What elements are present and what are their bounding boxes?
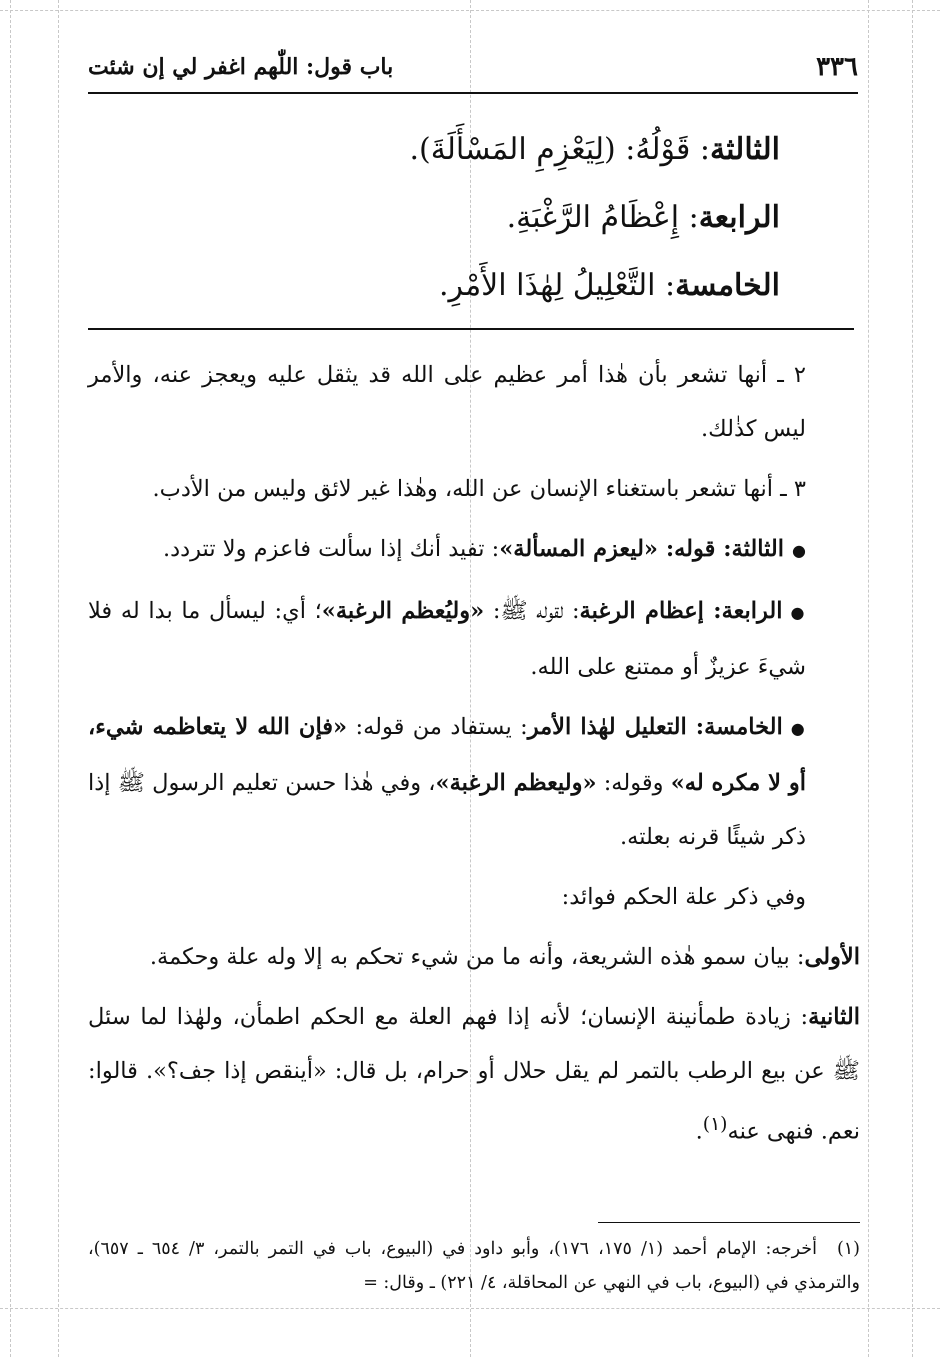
hadith-quote: «وليُعظم الرغبة» (321, 598, 485, 624)
matn-text: : قَوْلُهُ: (لِيَعْزِمِ المَسْأَلَةَ). (409, 132, 711, 167)
scan-guide-line (912, 0, 913, 1357)
matn-text: : التَّعْلِيلُ لِهٰذَا الأَمْرِ. (439, 268, 676, 303)
matn-line (140, 128, 780, 196)
bullet-icon: ● (790, 719, 806, 738)
matn-label: الثالثة (710, 132, 780, 167)
footnote-marker: (١) (836, 1239, 860, 1259)
hadith-quote: «وليعظم الرغبة» (435, 770, 597, 796)
point-heading: الثالثة: قوله: «ليعزم المسألة» (499, 536, 785, 562)
point-text: وقوله: (596, 770, 671, 796)
scan-guide-line (0, 1308, 940, 1309)
scan-guide-line (0, 10, 940, 11)
point-heading: الثانية (808, 1004, 860, 1030)
commentary-paragraph (88, 522, 860, 578)
running-title: باب قول: اللّٰهم اغفر لي إن شئت (88, 54, 394, 80)
section-divider (88, 328, 854, 330)
matn-section (140, 128, 780, 332)
point-heading: الرابعة: إعظام الرغبة (579, 598, 783, 624)
point-text: : تفيد أنك إذا سألت فاعزم ولا تتردد. (162, 536, 500, 562)
scan-guide-line (868, 0, 869, 1357)
commentary-paragraph (88, 990, 860, 1159)
point-text: : بيان سمو هٰذه الشريعة، وأنه ما من شيء تحكم به إلا وله علة وحكمة. (149, 944, 805, 970)
scan-guide-line (58, 0, 59, 1357)
page-number: ٣٣٦ (816, 52, 858, 82)
point-text: ، وفي هٰذا حسن تعليم الرسول ﷺ إذا ذكر شيئًا قرنه بعلته. (88, 770, 806, 850)
commentary-paragraph (88, 930, 860, 984)
page-header (88, 52, 858, 94)
commentary-paragraph: وفي ذكر علة الحكم فوائد: (561, 884, 806, 910)
bullet-icon: ● (792, 541, 806, 560)
hadith-quote: «فإن الله لا يتعاظمه شيء، أو لا مكره له» (88, 714, 806, 796)
matn-label: الرابعة (698, 200, 780, 235)
footnote-divider (598, 1222, 860, 1223)
point-text: : يستفاد من قوله: (347, 714, 528, 740)
point-text: : زيادة طمأنينة الإنسان؛ لأنه إذا فهم العلة مع الحكم اطمأن، ولهٰذا لما سئل ﷺ عن بيع الرطب بالتمر لم يقل حلال أو حرام، بل قال: «أينقص إذا جف؟». قالوا: نعم. فنهى عنه (88, 1004, 860, 1145)
scan-guide-line (10, 0, 11, 1357)
commentary-paragraph: ٢ ـ أنها تشعر بأن هٰذا أمر عظيم على الله قد يثقل عليه ويعجز عنه، والأمر ليس كذٰلك. (88, 362, 806, 442)
point-heading: الأولى (804, 944, 860, 970)
matn-line (140, 264, 780, 332)
commentary-paragraph: ٣ ـ أنها تشعر باستغناء الإنسان عن الله، وهٰذا غير لائق وليس من الأدب. (152, 476, 806, 502)
point-text: . (695, 1118, 703, 1145)
commentary-section (88, 348, 860, 1165)
point-text: : لقوله ﷺ: (484, 598, 580, 624)
bullet-icon: ● (790, 603, 806, 622)
matn-line (140, 196, 780, 264)
matn-label: الخامسة (675, 268, 780, 303)
matn-text: : إِعْظَامُ الرَّغْبَةِ. (506, 200, 699, 235)
footnote (88, 1232, 860, 1300)
point-text: ؛ أي: ليسأل ما بدا له فلا شيءَ عزيزٌ أو ممتنع على الله. (88, 598, 806, 680)
footnote-reference: (١) (702, 1114, 728, 1135)
point-heading: الخامسة: التعليل لهٰذا الأمر (527, 714, 783, 740)
commentary-paragraph (88, 584, 860, 694)
footnote-text: أخرجه: الإمام أحمد (١/ ١٧٥، ١٧٦)، وأبو داود في (البيوع، باب في التمر بالتمر، ٣/ ٦٥٤ ـ ٦٥٧)، والترمذي في (البيوع، باب في النهي عن المحاقلة، ٤/ ٢٢١) ـ وقال: = (88, 1239, 860, 1293)
commentary-paragraph (88, 700, 860, 864)
